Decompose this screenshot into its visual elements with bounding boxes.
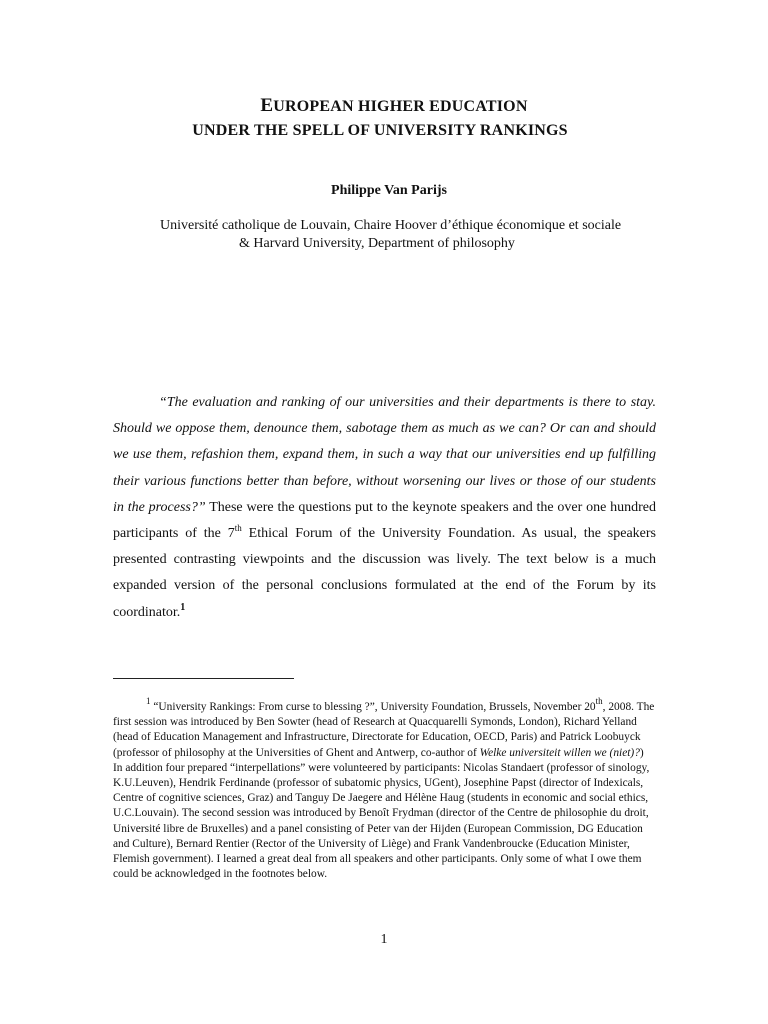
title-line-1-rest: UROPEAN HIGHER EDUCATION bbox=[273, 98, 528, 115]
body-text-part-a: These were the questions put to the keynote speakers and the over one hundred participants of the 7 bbox=[113, 499, 656, 542]
affiliation-line-2: & Harvard University, Department of philosophy bbox=[239, 236, 515, 251]
page-number: 1 bbox=[380, 932, 388, 947]
opening-quote: “The evaluation and ranking of our universities and their departments is there to stay. Should we oppose them, denounce them, sabotage them as much as we can? Or can and should we use them, refashion them, expand them, in such a way that our universities end up fulfilling their various functions better than before, without worsening our lives or those of our students in the process?” bbox=[113, 395, 656, 515]
title-drop-cap: E bbox=[260, 95, 274, 116]
footnote-text-part-a: “University Rankings: From curse to blessing ?”, University Foundation, Brussels, November 20 bbox=[150, 701, 596, 713]
ordinal-superscript: th bbox=[234, 523, 242, 534]
body-paragraph bbox=[113, 390, 656, 626]
footnote-book-title: Welke universiteit willen we (niet)? bbox=[479, 746, 640, 759]
footnote-1 bbox=[113, 696, 656, 882]
title-line-1 bbox=[10, 95, 768, 117]
footnote-reference[interactable]: 1 bbox=[180, 601, 186, 613]
body-text-part-b: Ethical Forum of the University Foundation. As usual, the speakers presented contrasting viewpoints and the discussion was lively. The text below is a much expanded version of the personal conclusions formulated at the end of the Forum by its coordinator. bbox=[113, 526, 656, 620]
footnote-text-part-c: ) In addition four prepared “interpellations” were volunteered by participants: Nicolas Standaert (professor of sinology, K.U.Leuven), Hendrik Ferdinande (professor of subatomic physics, UGent), Josephine Papst (director of Indexicals, Centre of cognitive sciences, Graz) and Tanguy De Jaegere and Hélène Haug (students in economic and social ethics, U.C.Louvain). The second session was introduced by Benoît Frydman (director of the Centre de philosophie du droit, Université libre de Bruxelles) and a panel consisting of Peter van der Hijden (European Commission, DG Education and Culture), Bernard Rentier (Rector of the University of Liège) and Frank Vandenbroucke (Education Minister, Flemish government). I learned a great deal from all speakers and other participants. Only some of what I owe them could be acknowledged in the footnotes below. bbox=[113, 746, 650, 881]
title-line-2: UNDER THE SPELL OF UNIVERSITY RANKINGS bbox=[192, 122, 568, 139]
footnote-text-part-b: , 2008. The first session was introduced by Ben Sowter (head of Research at Quacquarelli Symonds, London), Richard Yelland (head of Education Management and Infrastructure, Directorate for Education, OECD, Paris) and Patrick Loobuyck (professor of philosophy at the Universities of Ghent and Antwerp, co-author of bbox=[113, 701, 655, 759]
author-name: Philippe Van Parijs bbox=[331, 183, 447, 198]
footnote-ordinal-superscript: th bbox=[595, 696, 603, 706]
footnote-number: 1 bbox=[146, 696, 151, 706]
affiliation-line-1: Université catholique de Louvain, Chaire Hoover d’éthique économique et sociale bbox=[160, 218, 622, 233]
footnote-separator bbox=[113, 678, 294, 679]
